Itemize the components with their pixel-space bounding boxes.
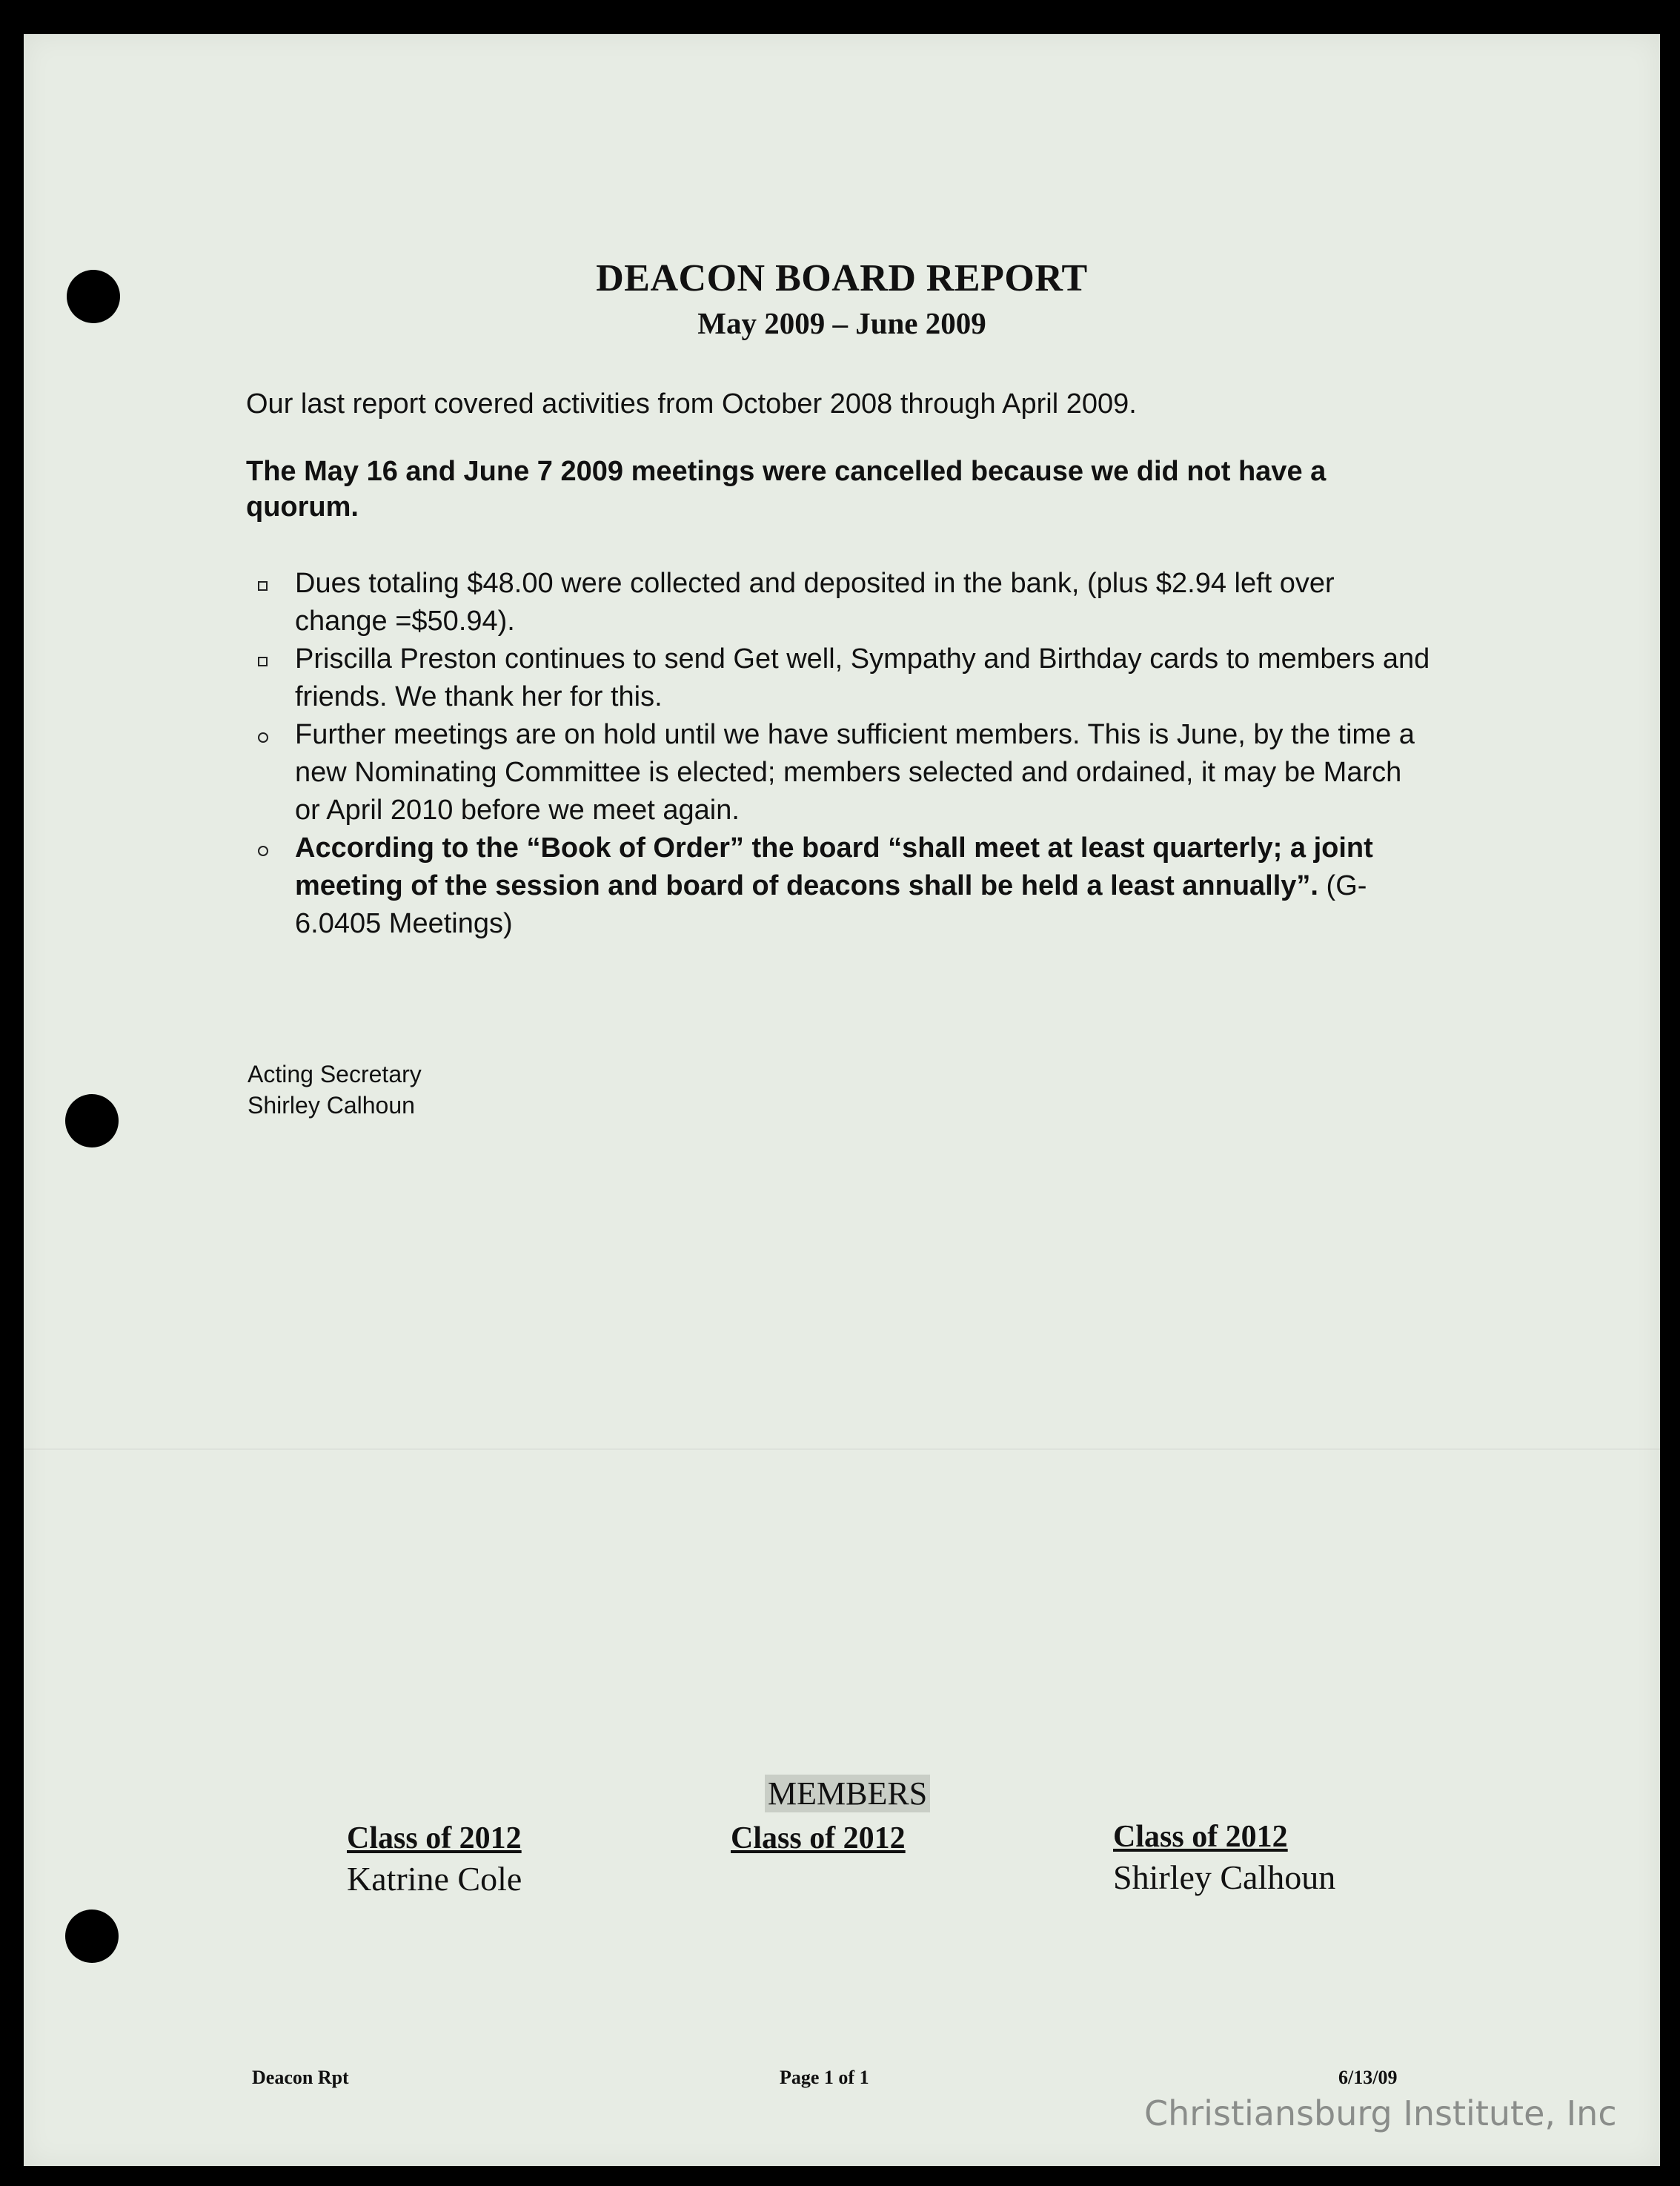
punch-hole-bottom <box>65 1910 119 1963</box>
member-name: Shirley Calhoun <box>1113 1858 1336 1896</box>
intro-paragraph: Our last report covered activities from October 2008 through April 2009. <box>246 388 1137 420</box>
member-column <box>1113 1819 1335 1897</box>
list-item <box>246 565 1432 640</box>
footer-doc-name: Deacon Rpt <box>252 2067 349 2088</box>
paper-fold-line <box>24 1448 1660 1450</box>
watermark: Christiansburg Institute, Inc <box>1144 2093 1617 2133</box>
member-class-label: Class of 2012 <box>1113 1820 1288 1854</box>
member-name: Katrine Cole <box>347 1860 522 1898</box>
report-items-list <box>246 565 1432 943</box>
member-class-label: Class of 2012 <box>347 1821 522 1855</box>
punch-hole-middle <box>65 1094 119 1147</box>
list-item-text: Dues totaling $48.00 were collected and deposited in the bank, (plus $2.94 left over change =$50.94). <box>295 568 1335 637</box>
member-class-label: Class of 2012 <box>731 1821 906 1855</box>
list-item-text: Further meetings are on hold until we have sufficient members. This is June, by the time a new Nominating Committee is elected; members selected and ordained, it may be March or April 2010 before we meet again. <box>295 719 1415 826</box>
citation-text: (G-6.0405 Meetings) <box>295 870 1367 939</box>
list-item-text: Priscilla Preston continues to send Get well, Sympathy and Birthday cards to members and friends. We thank her for this. <box>295 643 1430 712</box>
book-of-order-quote: According to the “Book of Order” the board “shall meet at least quarterly; a joint meeting of the session and board of deacons shall be held a least annually”. <box>295 832 1373 901</box>
list-item <box>246 829 1432 943</box>
document-page <box>24 34 1660 2166</box>
members-heading: MEMBERS <box>765 1775 930 1812</box>
list-item <box>246 640 1432 716</box>
member-column <box>731 1821 906 1859</box>
round-bullet-icon <box>258 846 268 856</box>
quorum-notice: The May 16 and June 7 2009 meetings were cancelled because we did not have a quorum. <box>246 456 1327 523</box>
footer-date: 6/13/09 <box>1338 2067 1398 2088</box>
footer-page-number: Page 1 of 1 <box>780 2067 869 2088</box>
square-bullet-icon <box>258 657 268 666</box>
report-title: DEACON BOARD REPORT <box>596 257 1088 299</box>
signature-role: Acting Secretary <box>248 1061 422 1087</box>
signature-name: Shirley Calhoun <box>248 1092 415 1119</box>
signature-block <box>248 1059 422 1121</box>
list-item <box>246 716 1432 829</box>
square-bullet-icon <box>258 581 268 591</box>
report-period: May 2009 – June 2009 <box>697 306 986 340</box>
round-bullet-icon <box>258 732 268 743</box>
member-column <box>347 1821 522 1898</box>
